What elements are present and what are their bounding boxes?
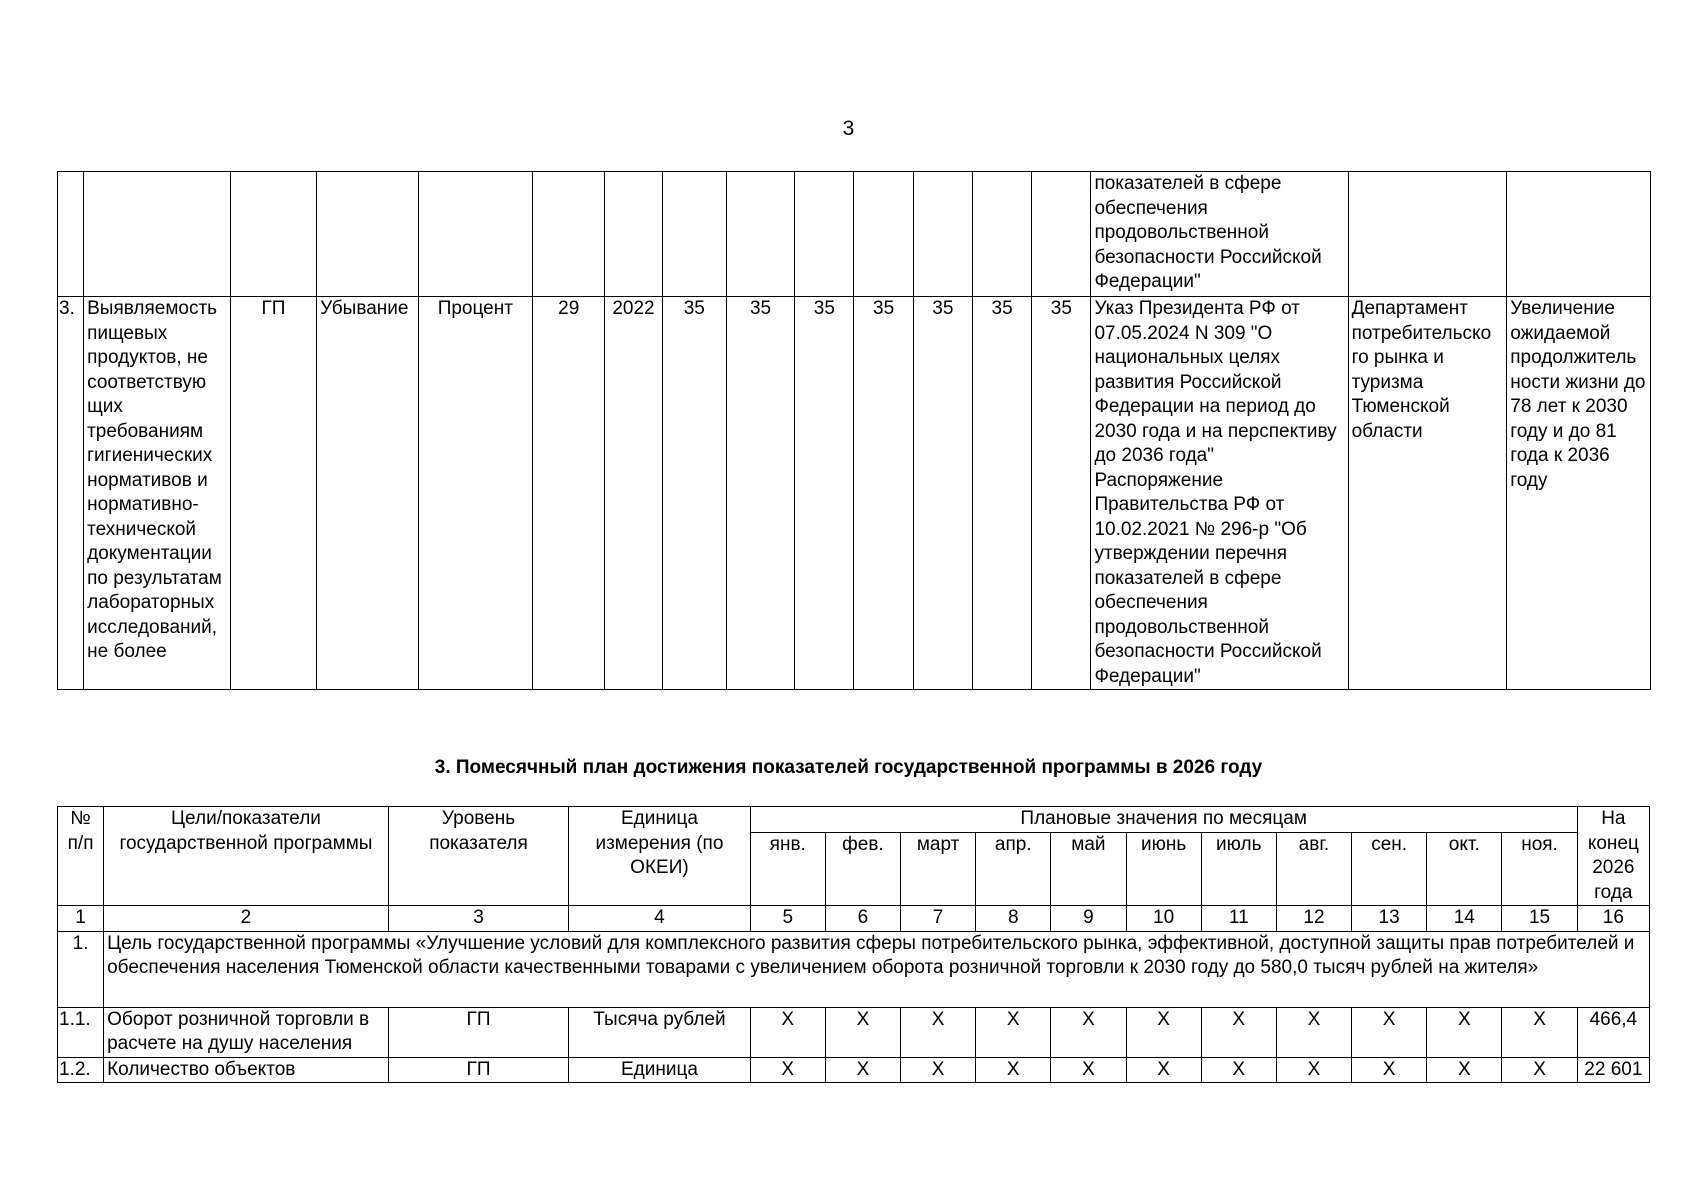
month-value: X bbox=[1276, 1007, 1351, 1057]
header-end: На конец 2026 года bbox=[1577, 807, 1649, 906]
normative-basis-cell: Указ Президента РФ от 07.05.2024 N 309 "О национальных целях развития Российской Федерации на период до 2030 года и на перспективу до 2036 года" Распоряжение Правительства РФ от 10.02.2021 № 296-р "Об утверждении перечня показателей в сфере обеспечения продовольственной безопасности Российской Федерации" bbox=[1091, 297, 1348, 690]
indicator-unit: Процент bbox=[418, 297, 533, 690]
header-month: июль bbox=[1201, 832, 1276, 905]
header-unit: Единица измерения (по ОКЕИ) bbox=[569, 807, 750, 906]
row-number: 3. bbox=[58, 297, 84, 690]
header-month: ноя. bbox=[1502, 832, 1577, 905]
indicator-level: ГП bbox=[388, 1057, 568, 1083]
row-number: 1.1. bbox=[58, 1007, 104, 1057]
column-number: 16 bbox=[1577, 906, 1649, 932]
row-number: 1.2. bbox=[58, 1057, 104, 1083]
indicator-level: ГП bbox=[230, 297, 316, 690]
month-value: X bbox=[976, 1057, 1051, 1083]
month-value: X bbox=[1352, 1057, 1427, 1083]
header-month: апр. bbox=[976, 832, 1051, 905]
value-cell: 35 bbox=[795, 297, 854, 690]
column-number: 10 bbox=[1126, 906, 1201, 932]
header-month: фев. bbox=[825, 832, 900, 905]
column-number: 2 bbox=[104, 906, 389, 932]
column-number: 13 bbox=[1352, 906, 1427, 932]
value-cell: 35 bbox=[662, 297, 726, 690]
normative-basis-cell: показателей в сфере обеспечения продовольственной безопасности Российской Федерации" bbox=[1091, 172, 1348, 297]
header-goal: Цели/показатели государственной программы bbox=[104, 807, 389, 906]
month-value: X bbox=[901, 1057, 976, 1083]
header-planned: Плановые значения по месяцам bbox=[750, 807, 1577, 833]
table-row bbox=[58, 297, 1651, 690]
table-row bbox=[58, 1057, 1650, 1083]
end-value: 466,4 bbox=[1577, 1007, 1649, 1057]
monthly-plan-table bbox=[57, 806, 1650, 1083]
month-value: X bbox=[901, 1007, 976, 1057]
month-value: X bbox=[750, 1007, 825, 1057]
month-value: X bbox=[1502, 1007, 1577, 1057]
month-value: X bbox=[976, 1007, 1051, 1057]
goal-text: Цель государственной программы «Улучшение условий для комплексного развития сферы потребительского рынка, эффективной, доступной защиты прав потребителей и обеспечения населения Тюменской области качественными товарами с увеличением оборота розничной торговли к 2030 году до 580,0 тысяч рублей на жителя» bbox=[104, 931, 1650, 1007]
header-month: авг. bbox=[1276, 832, 1351, 905]
section-title: 3. Помесячный план достижения показателей государственной программы в 2026 году bbox=[434, 757, 1263, 778]
value-cell: 35 bbox=[726, 297, 794, 690]
month-value: X bbox=[1126, 1057, 1201, 1083]
header-month: сен. bbox=[1352, 832, 1427, 905]
header-month: май bbox=[1051, 832, 1126, 905]
column-number: 15 bbox=[1502, 906, 1577, 932]
value-cell: 35 bbox=[854, 297, 913, 690]
column-number: 11 bbox=[1201, 906, 1276, 932]
month-value: X bbox=[750, 1057, 825, 1083]
header-level: Уровень показателя bbox=[388, 807, 568, 906]
value-cell: 35 bbox=[1032, 297, 1091, 690]
header-month: июнь bbox=[1126, 832, 1201, 905]
table-row bbox=[58, 172, 1651, 297]
month-value: X bbox=[1051, 1007, 1126, 1057]
end-value: 22 601 bbox=[1577, 1057, 1649, 1083]
indicator-trend: Убывание bbox=[317, 297, 418, 690]
header-num: № п/п bbox=[58, 807, 104, 906]
column-number: 5 bbox=[750, 906, 825, 932]
column-number: 7 bbox=[901, 906, 976, 932]
indicators-table bbox=[57, 171, 1651, 690]
month-value: X bbox=[1427, 1007, 1502, 1057]
column-number: 1 bbox=[58, 906, 104, 932]
base-year: 2022 bbox=[605, 297, 662, 690]
indicator-name: Выявляемость пищевых продуктов, не соответствую щих требованиям гигиенических нормативов и нормативно-технической документации по результатам лабораторных исследований, не более bbox=[84, 297, 231, 690]
header-month: янв. bbox=[750, 832, 825, 905]
indicator-name: Количество объектов bbox=[104, 1057, 389, 1083]
month-value: X bbox=[1276, 1057, 1351, 1083]
value-cell: 35 bbox=[972, 297, 1031, 690]
header-month: окт. bbox=[1427, 832, 1502, 905]
month-value: X bbox=[1427, 1057, 1502, 1083]
column-number-row bbox=[58, 906, 1650, 932]
responsible-cell: Департамент потребительско го рынка и туризма Тюменской области bbox=[1348, 297, 1507, 690]
column-number: 3 bbox=[388, 906, 568, 932]
indicator-unit: Тысяча рублей bbox=[569, 1007, 750, 1057]
column-number: 12 bbox=[1276, 906, 1351, 932]
month-value: X bbox=[1502, 1057, 1577, 1083]
indicator-name: Оборот розничной торговли в расчете на душу населения bbox=[104, 1007, 389, 1057]
month-value: X bbox=[825, 1057, 900, 1083]
table-row bbox=[58, 1007, 1650, 1057]
header-month: март bbox=[901, 832, 976, 905]
table-header-row bbox=[58, 807, 1650, 833]
indicator-unit: Единица bbox=[569, 1057, 750, 1083]
column-number: 14 bbox=[1427, 906, 1502, 932]
month-value: X bbox=[825, 1007, 900, 1057]
column-number: 6 bbox=[825, 906, 900, 932]
column-number: 4 bbox=[569, 906, 750, 932]
goal-number: 1. bbox=[58, 931, 104, 1007]
goal-row bbox=[58, 931, 1650, 1007]
month-value: X bbox=[1201, 1007, 1276, 1057]
month-value: X bbox=[1051, 1057, 1126, 1083]
month-value: X bbox=[1352, 1007, 1427, 1057]
indicator-level: ГП bbox=[388, 1007, 568, 1057]
month-value: X bbox=[1126, 1007, 1201, 1057]
column-number: 8 bbox=[976, 906, 1051, 932]
base-value: 29 bbox=[533, 297, 605, 690]
value-cell: 35 bbox=[913, 297, 972, 690]
column-number: 9 bbox=[1051, 906, 1126, 932]
page-number: 3 bbox=[842, 117, 855, 140]
month-value: X bbox=[1201, 1057, 1276, 1083]
national-goal-cell: Увеличение ожидаемой продолжитель ности жизни до 78 лет к 2030 году и до 81 года к 2036 году bbox=[1507, 297, 1651, 690]
